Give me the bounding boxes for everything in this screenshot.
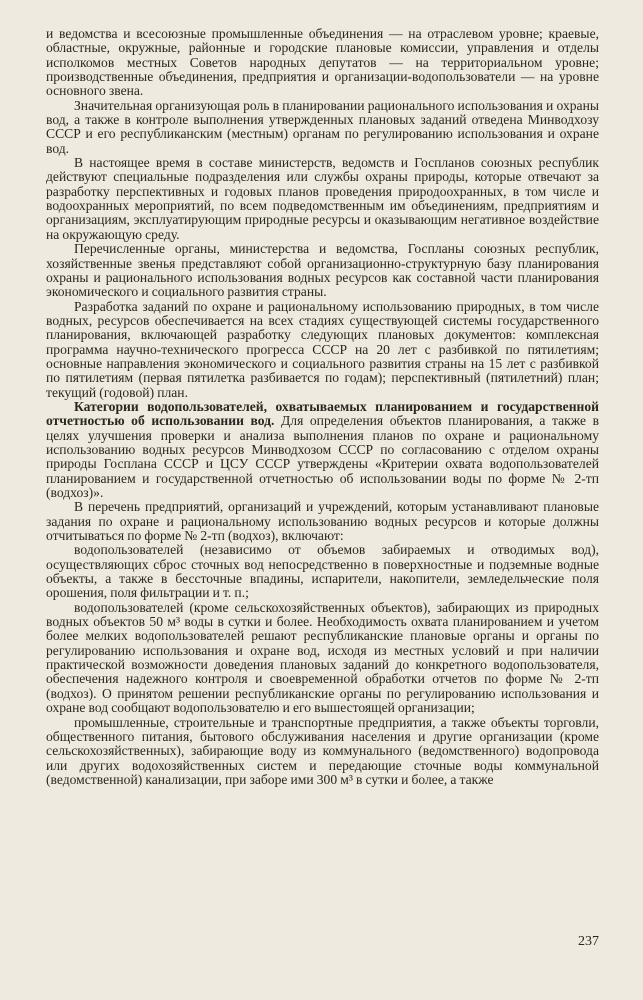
paragraph-with-heading bbox=[46, 400, 599, 500]
paragraph: Перечисленные органы, министерства и ведомства, Госпланы союзных республик, хозяйственные звенья представляют собой организационно-структурную базу планирования охраны и рационального использования водных ресурсов как составной части планирования экономического и социального развития страны. bbox=[46, 241, 599, 300]
paragraph-continued: и ведомства и всесоюзные промышленные объединения — на отраслевом уровне; краевые, областные, окружные, районные и городские плановые комиссии, управления и отделы исполкомов местных Советов народных депутатов — на территориальном уровне; производственные объединения, предприятия и организации-водопользователи — на уровне основного звена. bbox=[46, 26, 599, 99]
page-body bbox=[46, 27, 599, 787]
run-in-heading: Категории водопользователей, охватываемых планированием и государственной отчетностью об использовании вод. bbox=[46, 398, 599, 429]
paragraph: Разработка заданий по охране и рациональному использованию природных, в том числе водных, ресурсов обеспечивается на всех стадиях существующей системы государственного планирования, включающей разработку следующих плановых документов: комплексная программа научно-технического прогресса СССР на 20 лет с разбивкой по пятилетиям; основные направления экономического и социального развития страны на 15 лет с разбивкой по пятилетиям (первая пятилетка разбивается по годам); перспективный (пятилетний) план; текущий (годовой) план. bbox=[46, 298, 599, 400]
list-item: водопользователей (независимо от объемов забираемых и отводимых вод), осуществляющих сброс сточных вод непосредственно в поверхностные и подземные водные объекты, а также в бессточные впадины, испарители, накопители, земледельческие поля орошения, поля фильтрации и т. п.; bbox=[46, 542, 599, 601]
paragraph-text: Для определения объектов планирования, а также в целях улучшения проверки и анализа выполнения планов по охране и рациональному использованию водных ресурсов Минводхозом СССР по согласованию с отделом охраны природы Госплана СССР и ЦСУ СССР утверждены «Критерии охвата водопользователей планированием и государственной отчетностью об использовании воды по форме № 2-тп (водхоз)». bbox=[46, 413, 600, 500]
paragraph: Значительная организующая роль в планировании рационального использования и охраны вод, а также в контроле выполнения утвержденных плановых заданий отведена Минводхозу СССР и его республиканским (местным) органам по регулированию использования и охране вод. bbox=[46, 97, 599, 156]
list-item: водопользователей (кроме сельскохозяйственных объектов), забирающих из природных водных объектов 50 м³ воды в сутки и более. Необходимость охвата планированием и учетом более мелких водопользователей решают республиканские плановые органы и органы по регулированию использования и охране вод, исходя из местных условий и при наличии практической возможности доведения плановых заданий до конкретного водопользователя, обеспечения надежного контроля и своевременной обработки отчетов по форме № 2-тп (водхоз). О принятом решении республиканские органы по регулированию использования и охране вод сообщают водопользователю и его вышестоящей организации; bbox=[46, 599, 599, 716]
page-number: 237 bbox=[578, 934, 599, 949]
paragraph: В настоящее время в составе министерств, ведомств и Госпланов союзных республик действуют специальные подразделения или службы охраны природы, которые отвечают за разработку перспективных и годовых планов проведения природоохранных, в том числе и водоохранных мероприятий, по всем подведомственным им объединениям, предприятиям и организациям, эксплуатирующим природные ресурсы и оказывающим негативное воздействие на окружающую среду. bbox=[46, 155, 599, 242]
paragraph: В перечень предприятий, организаций и учреждений, которым устанавливают плановые задания по охране и рациональному использованию водных ресурсов и которые должны отчитываться по форме № 2-тп (водхоз), включают: bbox=[46, 499, 599, 544]
list-item: промышленные, строительные и транспортные предприятия, а также объекты торговли, общественного питания, бытового обслуживания населения и другие организации (кроме сельскохозяйственных), забирающие воду из коммунального (ведомственного) водопровода или других водохозяйственных систем и передающие сточные воды коммунальной (ведомственной) канализации, при заборе ими 300 м³ в сутки и более, а также bbox=[46, 714, 599, 787]
